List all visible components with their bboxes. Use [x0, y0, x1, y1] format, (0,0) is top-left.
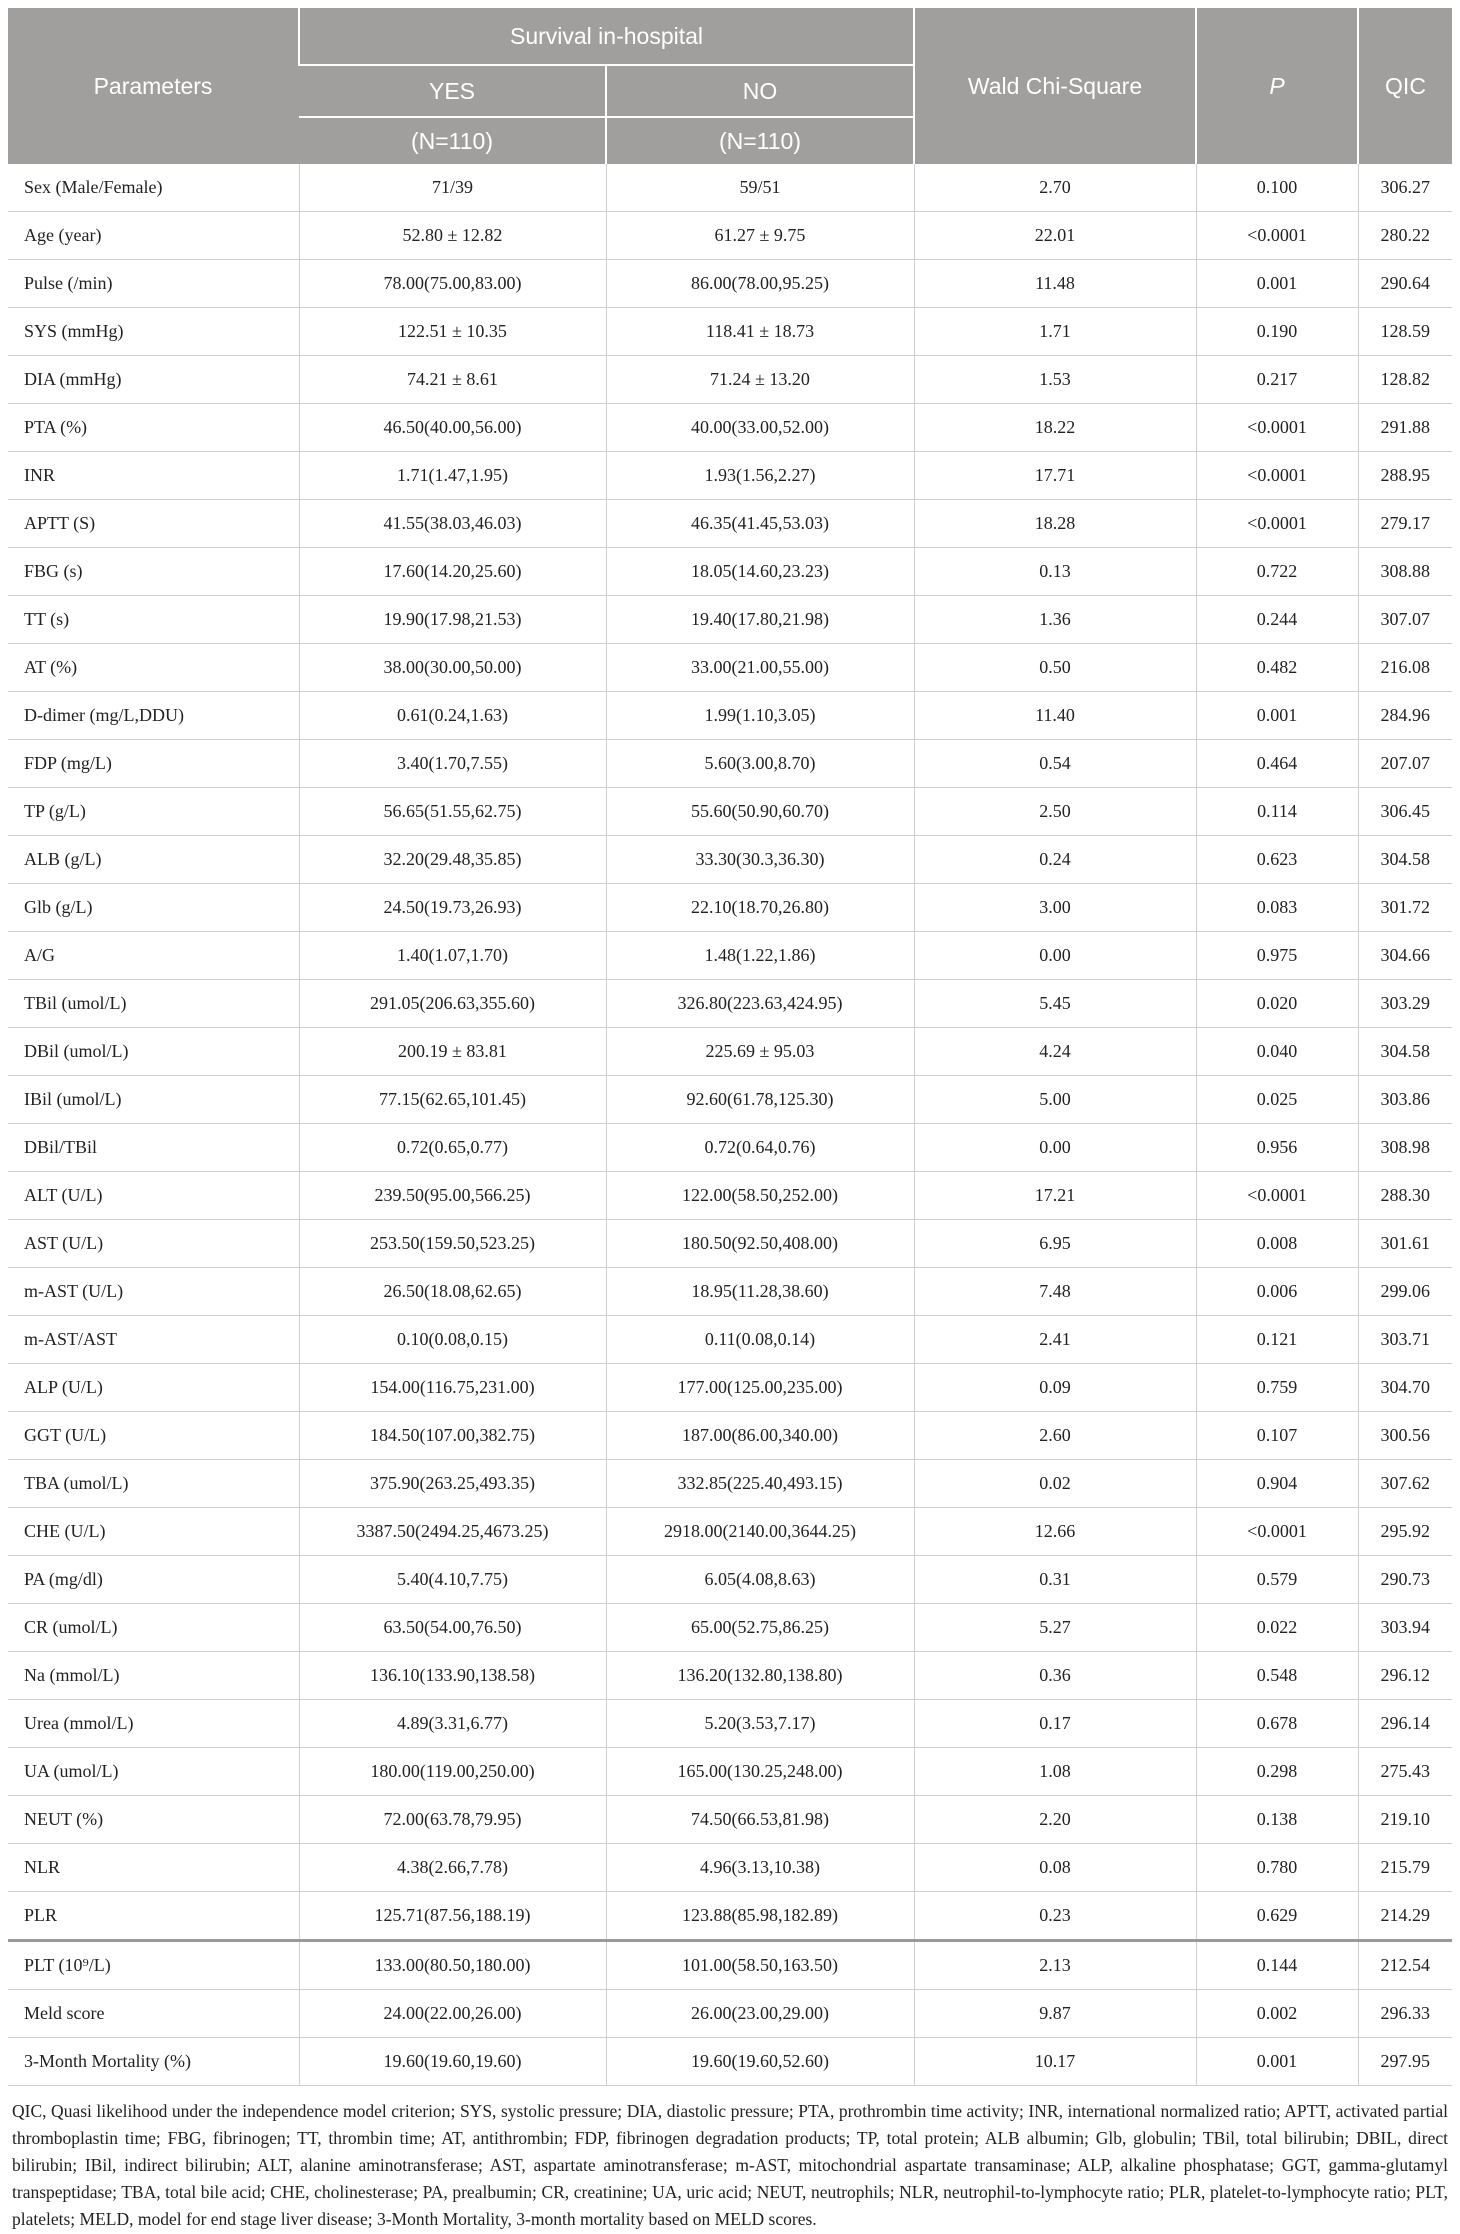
table-cell: <0.0001: [1196, 212, 1358, 260]
table-row: [8, 1220, 1452, 1268]
table-cell: 7.48: [914, 1268, 1196, 1316]
table-row: [8, 1028, 1452, 1076]
table-row: [8, 1508, 1452, 1556]
table-row: [8, 692, 1452, 740]
table-row: [8, 404, 1452, 452]
row-parameter: TBA (umol/L): [8, 1460, 299, 1508]
row-parameter: CHE (U/L): [8, 1508, 299, 1556]
table-row: [8, 740, 1452, 788]
table-cell: 1.53: [914, 356, 1196, 404]
table-cell: <0.0001: [1196, 1508, 1358, 1556]
table-row: [8, 980, 1452, 1028]
table-cell: 0.623: [1196, 836, 1358, 884]
table-cell: 0.11(0.08,0.14): [606, 1316, 914, 1364]
table-cell: 296.33: [1358, 1990, 1452, 2038]
row-parameter: CR (umol/L): [8, 1604, 299, 1652]
table-cell: 0.008: [1196, 1220, 1358, 1268]
table-row: [8, 1076, 1452, 1124]
table-cell: 19.40(17.80,21.98): [606, 596, 914, 644]
table-row: [8, 1748, 1452, 1796]
table-cell: 0.001: [1196, 260, 1358, 308]
table-cell: 18.95(11.28,38.60): [606, 1268, 914, 1316]
table-row: [8, 1364, 1452, 1412]
table-cell: 290.64: [1358, 260, 1452, 308]
row-parameter: Age (year): [8, 212, 299, 260]
table-cell: 128.59: [1358, 308, 1452, 356]
table-row: [8, 548, 1452, 596]
table-cell: 0.190: [1196, 308, 1358, 356]
table-row: [8, 500, 1452, 548]
table-cell: 2.41: [914, 1316, 1196, 1364]
table-cell: 304.58: [1358, 836, 1452, 884]
table-cell: 122.51 ± 10.35: [299, 308, 606, 356]
table-cell: 26.50(18.08,62.65): [299, 1268, 606, 1316]
table-cell: 280.22: [1358, 212, 1452, 260]
table-cell: 303.86: [1358, 1076, 1452, 1124]
table-cell: 301.72: [1358, 884, 1452, 932]
table-cell: 177.00(125.00,235.00): [606, 1364, 914, 1412]
table-cell: 0.678: [1196, 1700, 1358, 1748]
table-cell: 0.121: [1196, 1316, 1358, 1364]
table-cell: 101.00(58.50,163.50): [606, 1941, 914, 1990]
table-cell: 1.40(1.07,1.70): [299, 932, 606, 980]
table-cell: 9.87: [914, 1990, 1196, 2038]
table-cell: 288.95: [1358, 452, 1452, 500]
row-parameter: DBil/TBil: [8, 1124, 299, 1172]
table-cell: 0.10(0.08,0.15): [299, 1316, 606, 1364]
row-parameter: Meld score: [8, 1990, 299, 2038]
table-cell: 18.22: [914, 404, 1196, 452]
table-cell: 2.50: [914, 788, 1196, 836]
table-cell: 0.107: [1196, 1412, 1358, 1460]
table-cell: 0.00: [914, 932, 1196, 980]
row-parameter: m-AST (U/L): [8, 1268, 299, 1316]
table-cell: 61.27 ± 9.75: [606, 212, 914, 260]
table-cell: 299.06: [1358, 1268, 1452, 1316]
table-cell: 0.001: [1196, 692, 1358, 740]
header-no-n: (N=110): [606, 117, 914, 164]
table-row: [8, 1316, 1452, 1364]
table-row: [8, 356, 1452, 404]
table-row: [8, 2038, 1452, 2086]
table-cell: 4.96(3.13,10.38): [606, 1844, 914, 1892]
table-row: [8, 1700, 1452, 1748]
table-cell: 0.61(0.24,1.63): [299, 692, 606, 740]
table-row: [8, 1172, 1452, 1220]
table-cell: 74.50(66.53,81.98): [606, 1796, 914, 1844]
table-cell: 2.20: [914, 1796, 1196, 1844]
table-cell: 0.722: [1196, 548, 1358, 596]
table-cell: 0.083: [1196, 884, 1358, 932]
table-cell: 26.00(23.00,29.00): [606, 1990, 914, 2038]
table-cell: 0.244: [1196, 596, 1358, 644]
table-cell: 3.40(1.70,7.55): [299, 740, 606, 788]
table-row: [8, 1796, 1452, 1844]
table-cell: 71/39: [299, 164, 606, 212]
row-parameter: PLR: [8, 1892, 299, 1941]
row-parameter: UA (umol/L): [8, 1748, 299, 1796]
header-yes: YES: [299, 65, 606, 117]
table-cell: 284.96: [1358, 692, 1452, 740]
table-cell: 3387.50(2494.25,4673.25): [299, 1508, 606, 1556]
row-parameter: ALB (g/L): [8, 836, 299, 884]
table-cell: 122.00(58.50,252.00): [606, 1172, 914, 1220]
table-cell: 215.79: [1358, 1844, 1452, 1892]
table-row: [8, 212, 1452, 260]
table-cell: 0.482: [1196, 644, 1358, 692]
row-parameter: FBG (s): [8, 548, 299, 596]
table-cell: 154.00(116.75,231.00): [299, 1364, 606, 1412]
table-cell: 165.00(130.25,248.00): [606, 1748, 914, 1796]
table-row: [8, 596, 1452, 644]
table-cell: 11.48: [914, 260, 1196, 308]
table-cell: 52.80 ± 12.82: [299, 212, 606, 260]
header-survival-group: Survival in-hospital: [299, 8, 914, 65]
table-cell: 214.29: [1358, 1892, 1452, 1941]
table-cell: 0.780: [1196, 1844, 1358, 1892]
table-cell: 0.17: [914, 1700, 1196, 1748]
table-header: [8, 8, 1452, 164]
table-cell: 74.21 ± 8.61: [299, 356, 606, 404]
table-cell: 306.45: [1358, 788, 1452, 836]
row-parameter: AT (%): [8, 644, 299, 692]
row-parameter: Sex (Male/Female): [8, 164, 299, 212]
data-table: [8, 8, 1452, 2086]
table-cell: 5.60(3.00,8.70): [606, 740, 914, 788]
table-cell: 304.58: [1358, 1028, 1452, 1076]
table-cell: 1.48(1.22,1.86): [606, 932, 914, 980]
table-cell: 180.00(119.00,250.00): [299, 1748, 606, 1796]
table-row: [8, 260, 1452, 308]
table-row: [8, 1460, 1452, 1508]
table-cell: 19.60(19.60,19.60): [299, 2038, 606, 2086]
row-parameter: TT (s): [8, 596, 299, 644]
row-parameter: GGT (U/L): [8, 1412, 299, 1460]
row-parameter: Na (mmol/L): [8, 1652, 299, 1700]
table-cell: 0.904: [1196, 1460, 1358, 1508]
table-cell: 19.60(19.60,52.60): [606, 2038, 914, 2086]
table-cell: 253.50(159.50,523.25): [299, 1220, 606, 1268]
table-cell: <0.0001: [1196, 452, 1358, 500]
table-cell: 46.50(40.00,56.00): [299, 404, 606, 452]
table-cell: 24.50(19.73,26.93): [299, 884, 606, 932]
row-parameter: m-AST/AST: [8, 1316, 299, 1364]
row-parameter: NLR: [8, 1844, 299, 1892]
table-cell: 239.50(95.00,566.25): [299, 1172, 606, 1220]
table-cell: 307.62: [1358, 1460, 1452, 1508]
table-cell: 136.20(132.80,138.80): [606, 1652, 914, 1700]
table-cell: 0.02: [914, 1460, 1196, 1508]
row-parameter: PTA (%): [8, 404, 299, 452]
table-cell: 0.23: [914, 1892, 1196, 1941]
table-row: [8, 1604, 1452, 1652]
header-p: P: [1196, 8, 1358, 164]
table-cell: 0.36: [914, 1652, 1196, 1700]
table-row: [8, 932, 1452, 980]
table-row: [8, 1844, 1452, 1892]
table-cell: 71.24 ± 13.20: [606, 356, 914, 404]
table-cell: 0.002: [1196, 1990, 1358, 2038]
table-cell: 17.21: [914, 1172, 1196, 1220]
table-cell: 332.85(225.40,493.15): [606, 1460, 914, 1508]
table-cell: 2.70: [914, 164, 1196, 212]
table-cell: 77.15(62.65,101.45): [299, 1076, 606, 1124]
table-cell: 219.10: [1358, 1796, 1452, 1844]
table-cell: 0.579: [1196, 1556, 1358, 1604]
table-cell: 6.95: [914, 1220, 1196, 1268]
table-row: [8, 308, 1452, 356]
table-cell: 290.73: [1358, 1556, 1452, 1604]
row-parameter: SYS (mmHg): [8, 308, 299, 356]
row-parameter: ALT (U/L): [8, 1172, 299, 1220]
table-cell: 0.298: [1196, 1748, 1358, 1796]
row-parameter: APTT (S): [8, 500, 299, 548]
table-cell: 375.90(263.25,493.35): [299, 1460, 606, 1508]
table-cell: 5.20(3.53,7.17): [606, 1700, 914, 1748]
table-cell: 301.61: [1358, 1220, 1452, 1268]
table-cell: 5.00: [914, 1076, 1196, 1124]
table-cell: 303.71: [1358, 1316, 1452, 1364]
table-row: [8, 164, 1452, 212]
table-cell: 118.41 ± 18.73: [606, 308, 914, 356]
table-cell: 0.00: [914, 1124, 1196, 1172]
table-row: [8, 1556, 1452, 1604]
table-cell: 0.006: [1196, 1268, 1358, 1316]
table-cell: 22.10(18.70,26.80): [606, 884, 914, 932]
table-container: [8, 8, 1452, 2233]
table-row: [8, 836, 1452, 884]
table-cell: 5.40(4.10,7.75): [299, 1556, 606, 1604]
table-cell: 0.956: [1196, 1124, 1358, 1172]
table-cell: 0.13: [914, 548, 1196, 596]
row-parameter: Urea (mmol/L): [8, 1700, 299, 1748]
table-cell: 0.040: [1196, 1028, 1358, 1076]
table-row: [8, 452, 1452, 500]
table-cell: <0.0001: [1196, 404, 1358, 452]
table-cell: 308.88: [1358, 548, 1452, 596]
table-cell: 0.975: [1196, 932, 1358, 980]
table-cell: 225.69 ± 95.03: [606, 1028, 914, 1076]
row-parameter: ALP (U/L): [8, 1364, 299, 1412]
table-cell: 86.00(78.00,95.25): [606, 260, 914, 308]
table-row: [8, 1990, 1452, 2038]
table-cell: 10.17: [914, 2038, 1196, 2086]
table-cell: 326.80(223.63,424.95): [606, 980, 914, 1028]
header-qic: QIC: [1358, 8, 1452, 164]
table-cell: 295.92: [1358, 1508, 1452, 1556]
row-parameter: 3-Month Mortality (%): [8, 2038, 299, 2086]
row-parameter: Glb (g/L): [8, 884, 299, 932]
table-cell: 11.40: [914, 692, 1196, 740]
row-parameter: FDP (mg/L): [8, 740, 299, 788]
table-cell: <0.0001: [1196, 500, 1358, 548]
row-parameter: IBil (umol/L): [8, 1076, 299, 1124]
table-cell: 72.00(63.78,79.95): [299, 1796, 606, 1844]
table-cell: 0.72(0.65,0.77): [299, 1124, 606, 1172]
table-row: [8, 1412, 1452, 1460]
table-cell: 0.138: [1196, 1796, 1358, 1844]
table-cell: 303.94: [1358, 1604, 1452, 1652]
table-cell: 123.88(85.98,182.89): [606, 1892, 914, 1941]
table-cell: 307.07: [1358, 596, 1452, 644]
table-row: [8, 788, 1452, 836]
table-cell: 303.29: [1358, 980, 1452, 1028]
table-cell: 17.71: [914, 452, 1196, 500]
table-cell: 308.98: [1358, 1124, 1452, 1172]
table-cell: 275.43: [1358, 1748, 1452, 1796]
row-parameter: NEUT (%): [8, 1796, 299, 1844]
table-cell: 279.17: [1358, 500, 1452, 548]
row-parameter: AST (U/L): [8, 1220, 299, 1268]
table-cell: 1.93(1.56,2.27): [606, 452, 914, 500]
table-cell: 0.217: [1196, 356, 1358, 404]
table-cell: 59/51: [606, 164, 914, 212]
table-cell: 0.464: [1196, 740, 1358, 788]
row-parameter: DBil (umol/L): [8, 1028, 299, 1076]
table-cell: 4.38(2.66,7.78): [299, 1844, 606, 1892]
table-cell: 1.36: [914, 596, 1196, 644]
table-cell: 133.00(80.50,180.00): [299, 1941, 606, 1990]
row-parameter: Pulse (/min): [8, 260, 299, 308]
header-wald: Wald Chi-Square: [914, 8, 1196, 164]
table-cell: 55.60(50.90,60.70): [606, 788, 914, 836]
table-cell: 187.00(86.00,340.00): [606, 1412, 914, 1460]
table-cell: 12.66: [914, 1508, 1196, 1556]
table-cell: 0.020: [1196, 980, 1358, 1028]
table-cell: 0.759: [1196, 1364, 1358, 1412]
table-cell: 291.05(206.63,355.60): [299, 980, 606, 1028]
table-cell: 125.71(87.56,188.19): [299, 1892, 606, 1941]
row-parameter: PLT (10⁹/L): [8, 1941, 299, 1990]
table-cell: 78.00(75.00,83.00): [299, 260, 606, 308]
table-cell: 3.00: [914, 884, 1196, 932]
table-cell: 180.50(92.50,408.00): [606, 1220, 914, 1268]
table-cell: 296.12: [1358, 1652, 1452, 1700]
table-cell: 41.55(38.03,46.03): [299, 500, 606, 548]
table-cell: 0.100: [1196, 164, 1358, 212]
table-cell: 291.88: [1358, 404, 1452, 452]
table-cell: 296.14: [1358, 1700, 1452, 1748]
table-cell: 6.05(4.08,8.63): [606, 1556, 914, 1604]
table-cell: 33.00(21.00,55.00): [606, 644, 914, 692]
table-cell: 18.05(14.60,23.23): [606, 548, 914, 596]
table-cell: 2.13: [914, 1941, 1196, 1990]
table-cell: 136.10(133.90,138.58): [299, 1652, 606, 1700]
table-cell: 46.35(41.45,53.03): [606, 500, 914, 548]
table-cell: 297.95: [1358, 2038, 1452, 2086]
table-cell: 40.00(33.00,52.00): [606, 404, 914, 452]
table-cell: 38.00(30.00,50.00): [299, 644, 606, 692]
table-cell: 32.20(29.48,35.85): [299, 836, 606, 884]
table-cell: 63.50(54.00,76.50): [299, 1604, 606, 1652]
header-parameters: Parameters: [8, 8, 299, 164]
table-cell: 288.30: [1358, 1172, 1452, 1220]
table-cell: 200.19 ± 83.81: [299, 1028, 606, 1076]
table-row: [8, 644, 1452, 692]
table-cell: 1.71(1.47,1.95): [299, 452, 606, 500]
table-cell: 2918.00(2140.00,3644.25): [606, 1508, 914, 1556]
table-cell: 304.66: [1358, 932, 1452, 980]
footnote: QIC, Quasi likelihood under the independence model criterion; SYS, systolic pressure; DIA, diastolic pressure; PTA, prothrombin time activity; INR, international normalized ratio; APTT, activated partial thromboplastin time; FBG, fibrinogen; TT, thrombin time; AT, antithrombin; FDP, fibrinogen degradation products; TP, total protein; ALB albumin; Glb, globulin; TBil, total bilirubin; DBIL, direct bilirubin; IBil, indirect bilirubin; ALT, alanine aminotransferase; AST, aspartate aminotransferase; m-AST, mitochondrial aspartate transaminase; ALP, alkaline phosphatase; GGT, gamma-glutamyl transpeptidase; TBA, total bile acid; CHE, cholinesterase; PA, prealbumin; CR, creatinine; UA, uric acid; NEUT, neutrophils; NLR, neutrophil-to-lymphocyte ratio; PLR, platelet-to-lymphocyte ratio; PLT, platelets; MELD, model for end stage liver disease; 3-Month Mortality, 3-month mortality based on MELD scores.: [12, 2101, 1448, 2229]
table-cell: 2.60: [914, 1412, 1196, 1460]
table-cell: 0.24: [914, 836, 1196, 884]
table-cell: 56.65(51.55,62.75): [299, 788, 606, 836]
table-cell: 33.30(30.3,36.30): [606, 836, 914, 884]
header-no: NO: [606, 65, 914, 117]
table-cell: 304.70: [1358, 1364, 1452, 1412]
table-cell: 0.72(0.64,0.76): [606, 1124, 914, 1172]
table-cell: 18.28: [914, 500, 1196, 548]
table-cell: 0.548: [1196, 1652, 1358, 1700]
table-cell: 0.144: [1196, 1941, 1358, 1990]
table-row: [8, 1124, 1452, 1172]
table-row: [8, 1941, 1452, 1990]
table-cell: 306.27: [1358, 164, 1452, 212]
table-cell: 1.71: [914, 308, 1196, 356]
row-parameter: INR: [8, 452, 299, 500]
table-cell: 0.022: [1196, 1604, 1358, 1652]
table-cell: 1.08: [914, 1748, 1196, 1796]
table-cell: 5.27: [914, 1604, 1196, 1652]
row-parameter: D-dimer (mg/L,DDU): [8, 692, 299, 740]
row-parameter: DIA (mmHg): [8, 356, 299, 404]
table-cell: 24.00(22.00,26.00): [299, 1990, 606, 2038]
row-parameter: TP (g/L): [8, 788, 299, 836]
table-cell: 184.50(107.00,382.75): [299, 1412, 606, 1460]
table-cell: 19.90(17.98,21.53): [299, 596, 606, 644]
table-row: [8, 1892, 1452, 1941]
table-cell: 4.24: [914, 1028, 1196, 1076]
table-row: [8, 1268, 1452, 1316]
row-parameter: TBil (umol/L): [8, 980, 299, 1028]
table-cell: 0.114: [1196, 788, 1358, 836]
table-cell: 22.01: [914, 212, 1196, 260]
table-cell: 0.54: [914, 740, 1196, 788]
table-row: [8, 1652, 1452, 1700]
table-cell: 0.31: [914, 1556, 1196, 1604]
table-cell: 92.60(61.78,125.30): [606, 1076, 914, 1124]
table-cell: 1.99(1.10,3.05): [606, 692, 914, 740]
table-cell: 0.629: [1196, 1892, 1358, 1941]
table-row: [8, 884, 1452, 932]
table-cell: 0.09: [914, 1364, 1196, 1412]
table-cell: 4.89(3.31,6.77): [299, 1700, 606, 1748]
table-cell: 65.00(52.75,86.25): [606, 1604, 914, 1652]
table-cell: 212.54: [1358, 1941, 1452, 1990]
table-cell: 5.45: [914, 980, 1196, 1028]
table-cell: 128.82: [1358, 356, 1452, 404]
table-cell: 207.07: [1358, 740, 1452, 788]
row-parameter: PA (mg/dl): [8, 1556, 299, 1604]
header-yes-n: (N=110): [299, 117, 606, 164]
table-body: [8, 164, 1452, 2086]
table-cell: 216.08: [1358, 644, 1452, 692]
row-parameter: A/G: [8, 932, 299, 980]
table-cell: 17.60(14.20,25.60): [299, 548, 606, 596]
table-cell: 0.001: [1196, 2038, 1358, 2086]
table-cell: 300.56: [1358, 1412, 1452, 1460]
table-cell: 0.50: [914, 644, 1196, 692]
table-cell: <0.0001: [1196, 1172, 1358, 1220]
table-cell: 0.08: [914, 1844, 1196, 1892]
table-cell: 0.025: [1196, 1076, 1358, 1124]
